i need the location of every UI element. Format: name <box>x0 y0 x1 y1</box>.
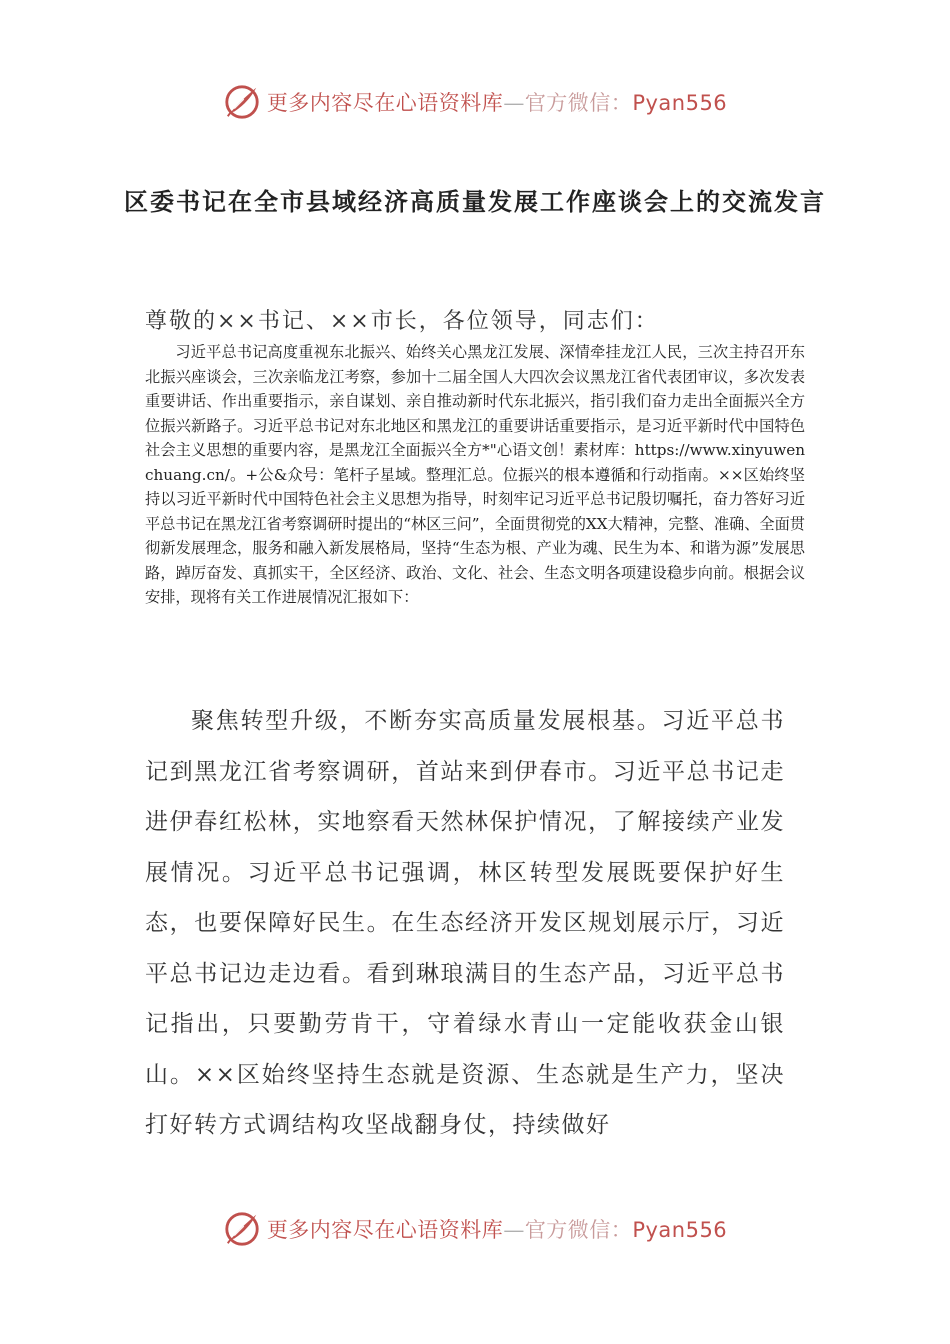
salutation: 尊敬的××书记、××市长，各位领导，同志们： <box>145 309 659 334</box>
quill-logo-icon <box>223 1210 261 1248</box>
footer-banner-separator: — <box>503 1218 525 1242</box>
footer-banner <box>0 1209 950 1249</box>
quill-logo-icon <box>223 83 261 121</box>
footer-banner-main: 更多内容尽在心语资料库 <box>266 1218 504 1242</box>
footer-banner-id: Pyan556 <box>632 1218 728 1242</box>
header-banner-id: Pyan556 <box>632 91 728 115</box>
document-title: 区委书记在全市县域经济高质量发展工作座谈会上的交流发言 <box>124 188 826 216</box>
footer-banner-label: 官方微信： <box>524 1218 633 1242</box>
header-banner-text <box>267 87 727 117</box>
footer-banner-text <box>267 1214 727 1244</box>
header-banner-label: 官方微信： <box>524 91 633 115</box>
header-banner-main: 更多内容尽在心语资料库 <box>266 91 504 115</box>
section-paragraph: 聚焦转型升级，不断夯实高质量发展根基。习近平总书记到黑龙江省考察调研，首站来到伊春市。习近平总书记走进伊春红松林，实地察看天然林保护情况，了解接续产业发展情况。习近平总书记强调，林区转型发展既要保护好生态，也要保障好民生。在生态经济开发区规划展示厅，习近平总书记边走边看。看到琳琅满目的生态产品，习近平总书记指出，只要勤劳肯干，守着绿水青山一定能收获金山银山。××区始终坚持生态就是资源、生态就是生产力，坚决打好转方式调结构攻坚战翻身仗，持续做好 <box>145 708 785 1138</box>
header-banner-separator: — <box>503 91 525 115</box>
header-banner <box>0 82 950 122</box>
intro-paragraph: 习近平总书记高度重视东北振兴、始终关心黑龙江发展、深情牵挂龙江人民，三次主持召开东北振兴座谈会，三次亲临龙江考察，参加十二届全国人大四次会议黑龙江省代表团审议，多次发表重要讲话、作出重要指示，亲自谋划、亲自推动新时代东北振兴，指引我们奋力走出全面振兴全方位振兴新路子。习近平总书记对东北地区和黑龙江的重要讲话重要指示，是习近平新时代中国特色社会主义思想的重要内容，是黑龙江全面振兴全方*"心语文创！素材库：https://www.xinyuwenchuang.cn/。+公&众号：笔杆子星域。整理汇总。位振兴的根本遵循和行动指南。××区始终坚持以习近平新时代中国特色社会主义思想为指导，时刻牢记习近平总书记殷切嘱托，奋力答好习近平总书记在黑龙江省考察调研时提出的“林区三问”，全面贯彻党的XX大精神，完整、准确、全面贯彻新发展理念，服务和融入新发展格局，坚持“生态为根、产业为魂、民生为本、和谐为源”发展思路，踔厉奋发、真抓实干，全区经济、政治、文化、社会、生态文明各项建设稳步向前。根据会议安排，现将有关工作进展情况汇报如下： <box>145 343 805 606</box>
